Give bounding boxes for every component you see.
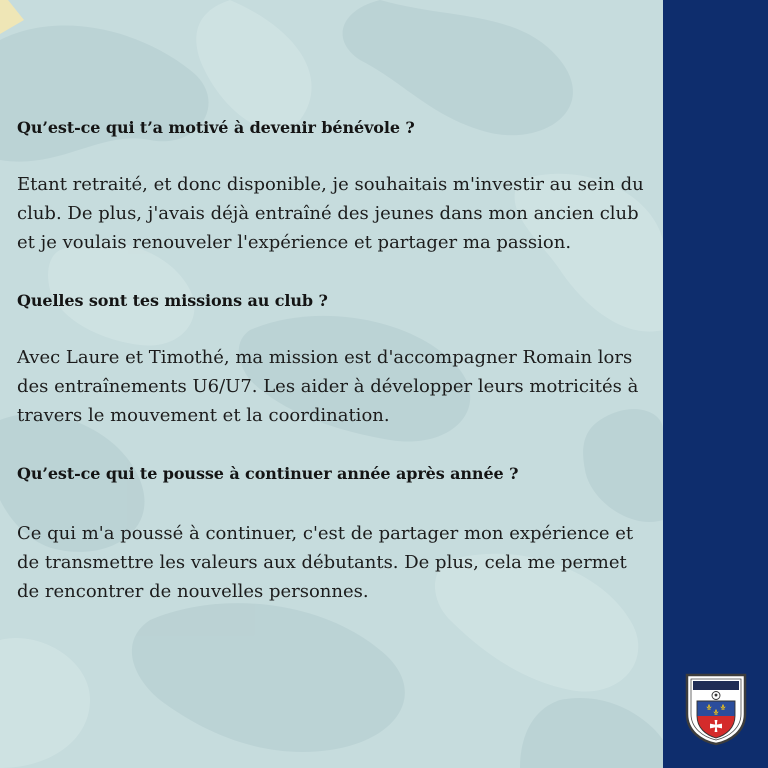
answer-line: Etant retraité, et donc disponible, je souhaitais m'investir au sein du [17, 174, 644, 195]
club-crest-logo [684, 672, 748, 746]
triangle-decoration [0, 0, 26, 36]
crest-banner [693, 681, 739, 690]
side-band [663, 0, 768, 768]
football-icon [712, 692, 720, 700]
answer-line: Ce qui m'a poussé à continuer, c'est de partager mon expérience et [17, 523, 634, 544]
question-heading-1: Qu’est-ce qui t’a motivé à devenir bénévole ? [17, 118, 415, 137]
answer-paragraph-2 [17, 343, 638, 430]
answer-line: travers le mouvement et la coordination. [17, 405, 390, 426]
answer-line: club. De plus, j'avais déjà entraîné des jeunes dans mon ancien club [17, 203, 639, 224]
question-heading-3: Qu’est-ce qui te pousse à continuer année après année ? [17, 464, 519, 483]
answer-line: Avec Laure et Timothé, ma mission est d'accompagner Romain lors [17, 347, 633, 368]
answer-line: de transmettre les valeurs aux débutants. De plus, cela me permet [17, 552, 627, 573]
answer-line: des entraînements U6/U7. Les aider à développer leurs motricités à [17, 376, 639, 397]
answer-paragraph-1 [17, 170, 644, 257]
answer-line: de rencontrer de nouvelles personnes. [17, 581, 369, 602]
answer-line: et je voulais renouveler l'expérience et partager ma passion. [17, 232, 572, 253]
answer-paragraph-3 [17, 519, 633, 606]
question-heading-2: Quelles sont tes missions au club ? [17, 291, 328, 310]
